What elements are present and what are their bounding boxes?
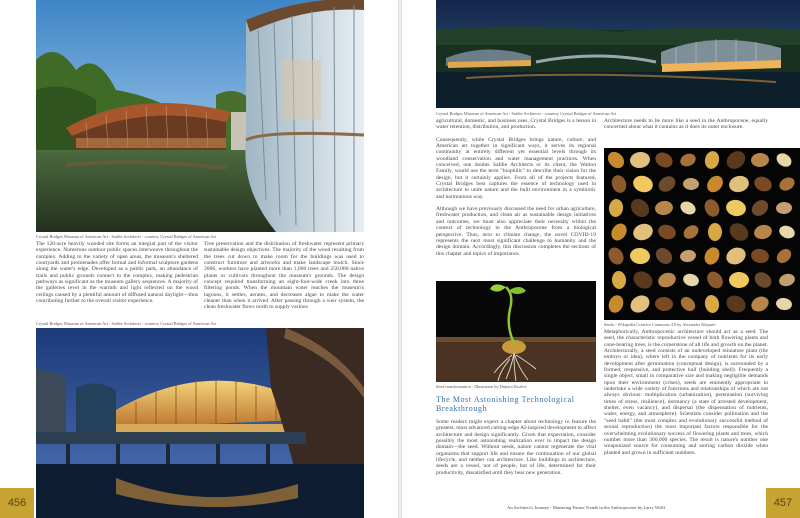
- seed-shape: [729, 272, 749, 288]
- paragraph: Metaphorically, Anthropocenic architecture should act as a seed. The seed, the characteristic reproductive vessel of both flowering plants and cone-bearing trees, is the cornerstone of all life and growth on the planet. Architecturally, a seed consists of an undeveloped miniature plant (the embryo or idea), where left in the company of nutrients for its early development after germination (conceptual design), is surrounded by a formed, responsive, and protective hull (building shell). Frequently a single object, small in comparative size and making negligible demands upon their environment (crises), seeds are eminently appropriate to undertake a wide variety of functions and relationships of which are not always obvious: multiplication (urbanization), perennation (surviving times of stress, resilience), dormancy (a state of arrested development, shelter, even vacancy), and dispersal (the dispensation of nutrients, water, energy, and atmosphere). Scientists consider pollination and the "seed habit" (the most complex and evolutionary successful method of sexual reproduction) the most important factors responsible for the overwhelming evolutionary success of flowering plants and trees, which number more than 300,000 species. The result is nature's number one weaponized source for consuming and storing carbon dioxide when planted and grown in sufficient numbers.: [604, 329, 768, 456]
- right-column-1-bottom: [436, 419, 596, 482]
- left-page: [0, 0, 398, 518]
- seedling-caption: Seed transformation - Illustration by Dmytro Kozlov: [436, 384, 527, 389]
- right-page: [402, 0, 800, 518]
- paragraph: Some readers might expect a chapter about technology to feature the greatest, most advanced cutting-edge AI-inspired development to affect architecture and design significantly. Given that expectation, consider possibly the most astonishing realization ever to impact the design domain—the seed. Without seeds, nature cannot regenerate the vital organisms that support life and ensure the continuation of our global lifecycle, and neither can architecture. Like buildings in architecture, seeds are a vessel, not of people, but of life, determined for their productivity, dissatisfied until they bear new generation.: [436, 419, 596, 476]
- section-heading: The Most Astonishing Technological Breakthrough: [436, 395, 575, 413]
- left-column-1: The 120-acre heavily wooded site forms an integral part of the visitor experience. Numerous outdoor public spaces interweave throughout the complex. Adding to the variety of open areas, the museum's sheltered courtyards and promenades offer formal and informal sculpture gardens along the water's edge. Developed as a public park, an abundance of trails and public grounds connect to the complex, making pedestrian pathways as significant as the museum gallery sequences. A majority of the galleries revel in the warmth and light reflected on the wood ceilings caused by a plentiful amount of diffused natural daylight—thus contributing further to the overall visitor experience.: [36, 241, 198, 305]
- page-number-left: 456: [0, 488, 34, 518]
- museum-dusk-photo: [36, 328, 364, 518]
- book-footer: An Architect's Journey - Mastering Future Trends in the Anthropocene by Larry Wolff: [507, 505, 666, 510]
- right-top-caption: Crystal Bridges Museum of American Art - Safdie Architects - courtesy Crystal Bridges of American Art: [436, 111, 617, 116]
- museum-daylight-photo: [36, 0, 364, 232]
- left-bottom-caption: Crystal Bridges Museum of American Art - Safdie Architects - courtesy Crystal Bridges of American Art: [36, 321, 217, 326]
- seeds-photo: [604, 148, 800, 320]
- paragraph: Although we have previously discussed the need for urban agriculture, freshwater production, and clean air as sustainable design initiatives and outcomes, we must also appreciate their necessity within the context of technology in the Anthropocene from a biological perspective. Thus, next to climate change, the novel COVID-19 represents the next most significant challenge to humanity and the design domain. Accordingly, this discussion completes the sections of this chapter and topics of importance.: [436, 206, 596, 257]
- left-top-caption: Crystal Bridges Museum of American Art - Safdie Architects - courtesy Crystal Bridges of American Art: [36, 234, 217, 239]
- seedling-illustration: [436, 281, 596, 382]
- paragraph: Architecture needs to be more like a seed in the Anthropocene, equally concerned about what it contains as it does its outer enclosure.: [604, 118, 768, 131]
- left-column-2: Tree preservation and the distribution of freshwater represent primary sustainable design objectives. The majority of the wood resulting from the trees cut down to make room for the buildings was used to construct furniture and artworks and make landscape mulch. Since 2006, workers have planted more than 1,600 trees and 250,000 native plants or cultivars throughout the museum's grounds. The design concept required transforming an eight-foot-wide creek into three filtering ponds. When the mountain water reaches the museum's lagoons, it settles, aerates, and decreases algae to make the water cleaner than when it arrived. After passing through a weir system, the clean freshwater flows north to supply various: [204, 241, 364, 311]
- page-number-right: 457: [766, 488, 800, 518]
- right-column-1-top: [436, 118, 596, 263]
- right-column-2-top: [604, 118, 768, 137]
- aerial-night-photo: [436, 0, 800, 108]
- paragraph: agricultural, domestic, and business uses. Crystal Bridges is a lesson in water retention, distribution, and production.: [436, 118, 596, 131]
- seeds-caption: Seeds - Wikipedia Creative Commons 4.0 by Alexander Klepnev: [604, 322, 716, 327]
- right-column-2-bottom: [604, 329, 768, 462]
- paragraph: Consequently, while Crystal Bridges brings nature, culture, and American art together in significant ways, it serves its regional community at entirely different yet essential levels through its woodland conservation and water management practices. When conceived, one doubts Safdie Architects or its client, the Walton Family, would use the term "biophilic" to describe their vision for the design, but it certainly applies. From all of the projects featured, Crystal Bridges best captures the essence of technology used in architecture to unite nature and the built environment in a symbiotic and harmonious way.: [436, 136, 596, 200]
